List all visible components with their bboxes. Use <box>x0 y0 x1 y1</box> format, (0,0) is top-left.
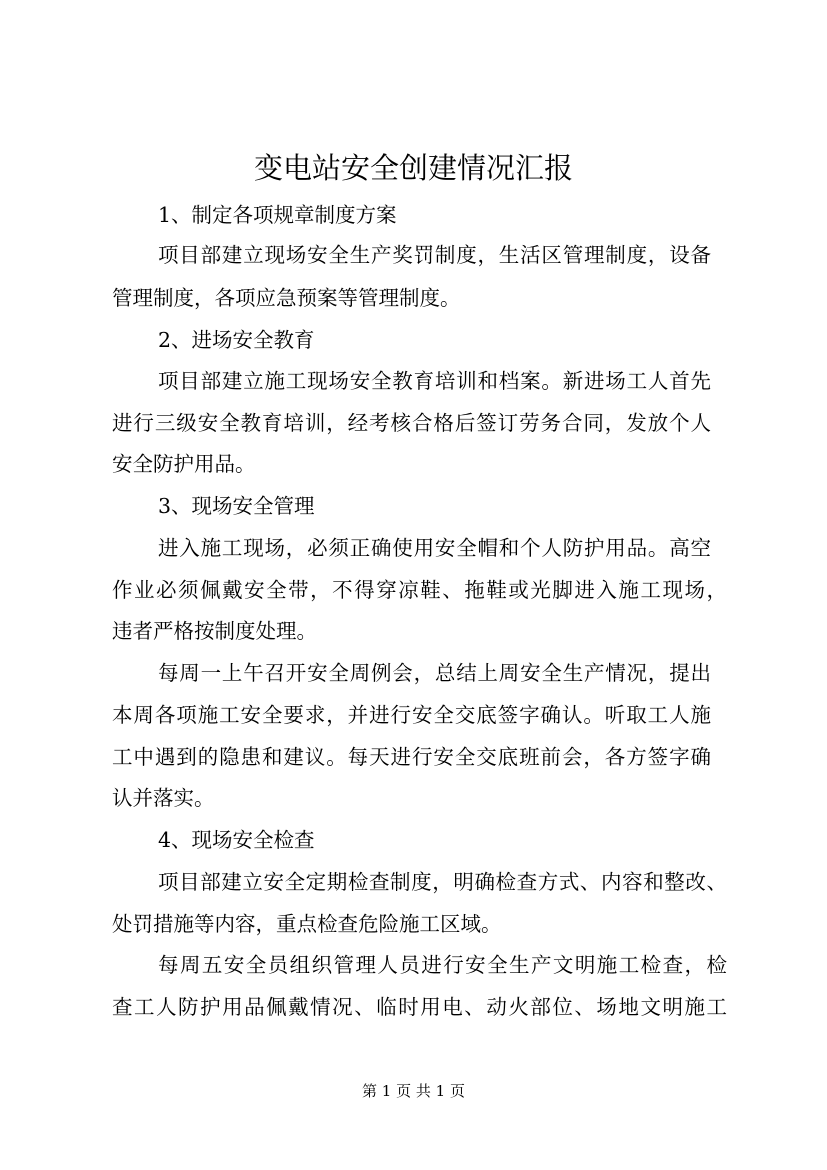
paragraph-line: 项目部建立现场安全生产奖罚制度，生活区管理制度，设备 <box>158 243 711 267</box>
paragraph-line: 处罚措施等内容，重点检查危险施工区域。 <box>112 912 502 936</box>
paragraph-line: 项目部建立安全定期检查制度，明确检查方式、内容和整改、 <box>158 870 727 894</box>
section-heading-1: 1、制定各项规章制度方案 <box>158 203 397 227</box>
paragraph-line: 管理制度，各项应急预案等管理制度。 <box>112 286 461 310</box>
paragraph-line: 查工人防护用品佩戴情况、临时用电、动火部位、场地文明施工 <box>112 995 727 1019</box>
paragraph-line: 作业必须佩戴安全带，不得穿凉鞋、拖鞋或光脚进入施工现场， <box>112 578 727 602</box>
section-heading-2: 2、进场安全教育 <box>158 328 315 352</box>
paragraph-line: 违者严格按制度处理。 <box>112 619 317 643</box>
document-title: 变电站安全创建情况汇报 <box>253 151 573 185</box>
paragraph-line: 安全防护用品。 <box>112 452 256 476</box>
paragraph-line: 工中遇到的隐患和建议。每天进行安全交底班前会，各方签字确 <box>112 745 711 769</box>
paragraph-line: 进行三级安全教育培训，经考核合格后签订劳务合同，发放个人 <box>112 411 711 435</box>
page-number-footer: 第 1 页 共 1 页 <box>362 1082 465 1100</box>
paragraph-line: 每周一上午召开安全周例会，总结上周安全生产情况，提出 <box>158 661 711 685</box>
section-heading-3: 3、现场安全管理 <box>158 494 315 518</box>
section-heading-4: 4、现场安全检查 <box>158 828 315 852</box>
paragraph-line: 进入施工现场，必须正确使用安全帽和个人防护用品。高空 <box>158 536 711 560</box>
paragraph-line: 每周五安全员组织管理人员进行安全生产文明施工检查，检 <box>158 953 727 977</box>
paragraph-line: 认并落实。 <box>112 786 215 810</box>
paragraph-line: 本周各项施工安全要求，并进行安全交底签字确认。听取工人施 <box>112 703 711 727</box>
paragraph-line: 项目部建立施工现场安全教育培训和档案。新进场工人首先 <box>158 369 711 393</box>
